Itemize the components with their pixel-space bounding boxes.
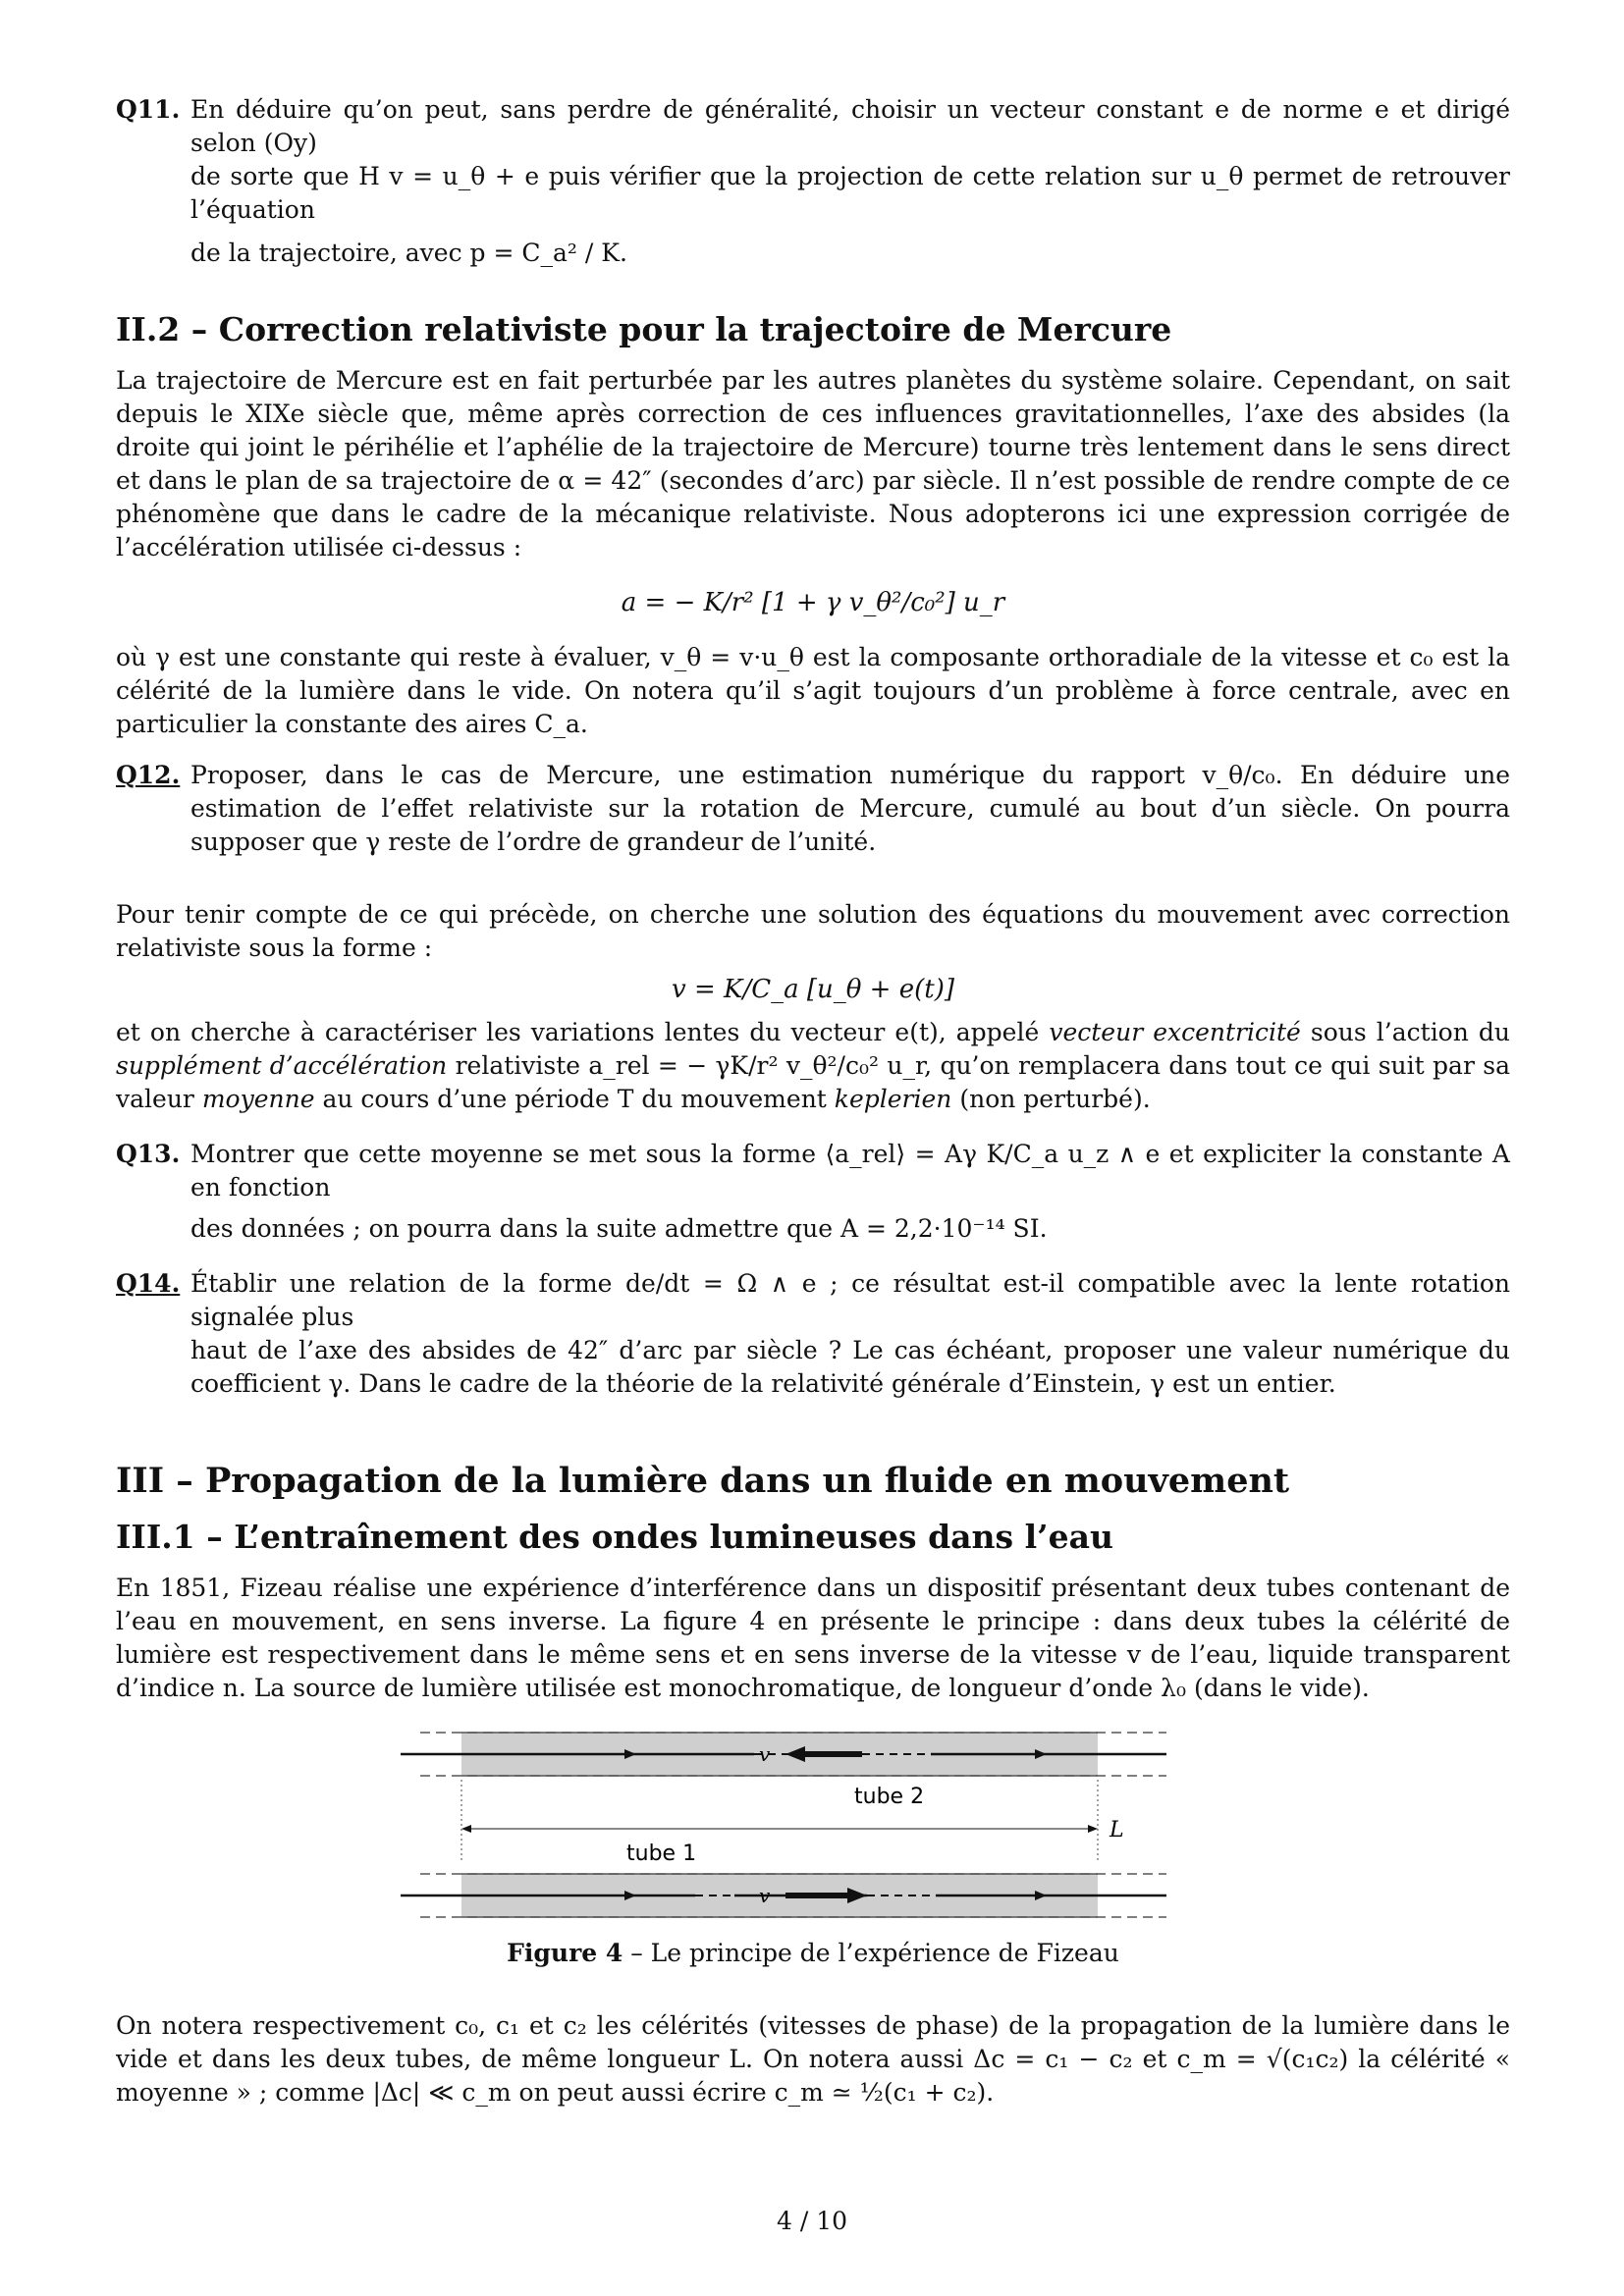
paragraph-solution: Pour tenir compte de ce qui précède, on cherche une solution des équations du mouvement avec correction relativiste sous la forme : <box>116 900 1510 962</box>
figure-caption <box>401 1937 1225 1970</box>
question-q14 <box>116 1267 1510 1401</box>
section-heading-II2: II.2 – Correction relativiste pour la trajectoire de Mercure <box>116 310 1172 348</box>
tube1-label: tube 1 <box>626 1842 697 1866</box>
q14-line2: haut de l’axe des absides de 42″ d’arc par siècle ? Le cas échéant, proposer une valeur numérique du coefficient γ. Dans le cadre de la théorie de la relativité générale d’Einstein, γ est un entier. <box>190 1336 1510 1398</box>
excent-part3: relativiste a_rel = − γK/r² v_θ²/c₀² u_r, qu’on remplacera dans tout ce qui suit par sa valeur <box>116 1051 1510 1113</box>
equation-acceleration: a = − K/r² [1 + γ v_θ²/c₀²] u_r <box>621 588 1005 617</box>
question-q11 <box>116 93 1510 270</box>
excent-part1: et on cherche à caractériser les variations lentes du vecteur e(t), appelé <box>116 1018 1040 1046</box>
excent-term: vecteur excentricité <box>1049 1018 1301 1046</box>
question-q12 <box>116 759 1510 859</box>
fizeau-diagram <box>401 1725 1225 1931</box>
q11-line1: En déduire qu’on peut, sans perdre de généralité, choisir un vecteur constant e de norme e et dirigé selon (Oy) <box>190 95 1510 157</box>
tube2-label: tube 2 <box>854 1785 925 1809</box>
figure-caption-label: Figure 4 <box>507 1939 623 1967</box>
figure-fizeau <box>401 1725 1225 1970</box>
q11-line2: de sorte que H v = u_θ + e puis vérifier que la projection de cette relation sur u_θ permet de retrouver l’équation <box>190 162 1510 224</box>
paragraph-mercure: La trajectoire de Mercure est en fait perturbée par les autres planètes du système solaire. Cependant, on sait depuis le XIXe siècle que, même après correction de ces influences gravitationnelles, l’axe des absides (la droite qui joint le périhélie et l’aphélie de la trajectoire de Mercure) tourne très lentement dans le sens direct et dans le plan de sa trajectoire de α = 42″ (secondes d’arc) par siècle. Il n’est possible de rendre compte de ce phénomène que dans le cadre de la mécanique relativiste. Nous adopterons ici une expression corrigée de l’accélération utilisée ci-dessus : <box>116 366 1510 561</box>
excent-part4: au cours d’une période T du mouvement <box>322 1085 827 1113</box>
section-heading-III: III – Propagation de la lumière dans un fluide en mouvement <box>116 1461 1290 1501</box>
q11-label: Q11. <box>116 95 181 124</box>
paragraph-celerites: On notera respectivement c₀, c₁ et c₂ les célérités (vitesses de phase) de la propagation de la lumière dans le vide et dans les deux tubes, de même longueur L. On notera aussi Δc = c₁ − c₂ et c_m = √(c₁c₂) la célérité « moyenne » ; comme |Δc| ≪ c_m on peut aussi écrire c_m ≃ ½(c₁ + c₂). <box>116 2011 1510 2107</box>
excent-part5: (non perturbé). <box>959 1085 1151 1113</box>
q13-line2: des données ; on pourra dans la suite admettre que A = 2,2·10⁻¹⁴ SI. <box>190 1214 1048 1243</box>
equation-velocity: v = K/C_a [u_θ + e(t)] <box>672 975 954 1004</box>
supplement-term: supplément d’accélération <box>116 1051 448 1080</box>
excent-part2: sous l’action du <box>1310 1018 1511 1046</box>
keplerien-term: keplerien <box>834 1085 952 1113</box>
length-L-label: L <box>1110 1818 1124 1842</box>
paragraph-gamma: où γ est une constante qui reste à évaluer, v_θ = v·u_θ est la composante orthoradiale de la vitesse et c₀ est la célérité de la lumière dans le vide. On notera qu’il s’agit toujours d’un problème à force centrale, avec en particulier la constante des aires C_a. <box>116 643 1510 738</box>
paragraph-fizeau: En 1851, Fizeau réalise une expérience d’interférence dans un dispositif présentant deux tubes contenant de l’eau en mouvement, en sens inverse. La figure 4 en présente le principe : dans deux tubes la célérité de lumière est respectivement dans le même sens et en sens inverse de la vitesse v de l’eau, liquide transparent d’indice n. La source de lumière utilisée est monochromatique, de longueur d’onde λ₀ (dans le vide). <box>116 1574 1510 1702</box>
question-q13 <box>116 1138 1510 1246</box>
section-heading-III1: III.1 – L’entraînement des ondes lumineuses dans l’eau <box>116 1518 1113 1556</box>
page-content <box>116 93 1510 2109</box>
q12-label: Q12. <box>116 761 181 789</box>
q13-label: Q13. <box>116 1140 181 1168</box>
q12-text: Proposer, dans le cas de Mercure, une estimation numérique du rapport v_θ/c₀. En déduire une estimation de l’effet relativiste sur la rotation de Mercure, cumulé au bout d’un siècle. On pourra supposer que γ reste de l’ordre de grandeur de l’unité. <box>190 761 1510 856</box>
q14-line1: Établir une relation de la forme de/dt = Ω ∧ e ; ce résultat est-il compatible avec la lente rotation signalée plus <box>190 1269 1510 1331</box>
figure-caption-text: – Le principe de l’expérience de Fizeau <box>630 1939 1119 1967</box>
tube2-v-label: v <box>759 1742 771 1766</box>
q11-line3: de la trajectoire, avec p = C_a² / K. <box>190 239 627 267</box>
tube1-v-label: v <box>759 1884 771 1907</box>
paragraph-excentricite <box>116 1016 1510 1116</box>
q14-label: Q14. <box>116 1269 181 1298</box>
q13-line1: Montrer que cette moyenne se met sous la forme ⟨a_rel⟩ = Aγ K/C_a u_z ∧ e et expliciter la constante A en fonction <box>190 1140 1510 1201</box>
page-number: 4 / 10 <box>776 2207 848 2235</box>
moyenne-term: moyenne <box>201 1085 315 1113</box>
